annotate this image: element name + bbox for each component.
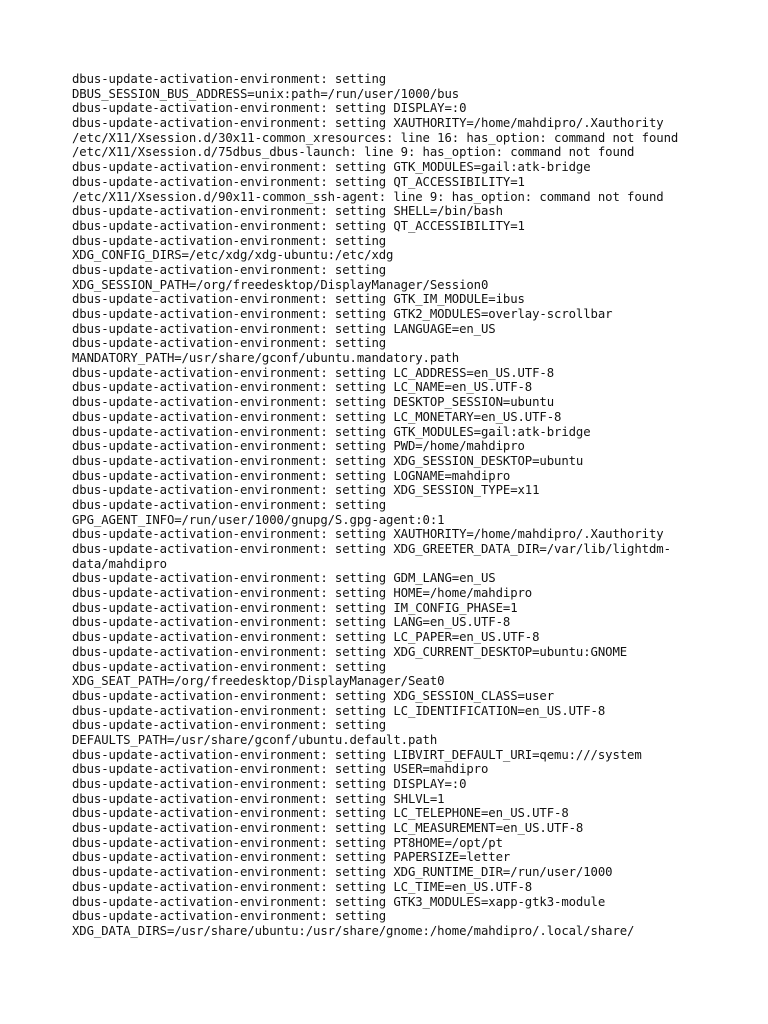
log-line: dbus-update-activation-environment: setting LANG=en_US.UTF-8 (72, 615, 511, 630)
log-line: dbus-update-activation-environment: setting (72, 909, 387, 924)
log-line: dbus-update-activation-environment: setting XDG_GREETER_DATA_DIR=/var/lib/lightdm- (72, 542, 671, 556)
log-line: dbus-update-activation-environment: setting QT_ACCESSIBILITY=1 (72, 174, 525, 189)
log-line: GPG_AGENT_INFO=/run/user/1000/gnupg/S.gpg-agent:0:1 (72, 512, 445, 527)
log-line: dbus-update-activation-environment: setting LC_MEASUREMENT=en_US.UTF-8 (72, 821, 584, 836)
log-line: dbus-update-activation-environment: setting LC_NAME=en_US.UTF-8 (72, 380, 533, 395)
log-line: dbus-update-activation-environment: setting LC_IDENTIFICATION=en_US.UTF-8 (72, 703, 606, 718)
log-line: dbus-update-activation-environment: setting GDM_LANG=en_US (72, 571, 496, 586)
log-line: /etc/X11/Xsession.d/90x11-common_ssh-agent: line 9: has_option: command not found (72, 189, 664, 204)
log-line: /etc/X11/Xsession.d/75dbus_dbus-launch: line 9: has_option: command not found (72, 145, 635, 160)
log-line: dbus-update-activation-environment: setting HOME=/home/mahdipro (72, 586, 533, 601)
log-line: dbus-update-activation-environment: setting LC_MONETARY=en_US.UTF-8 (72, 409, 562, 424)
log-line: dbus-update-activation-environment: setting LC_ADDRESS=en_US.UTF-8 (72, 365, 555, 380)
log-line: DEFAULTS_PATH=/usr/share/gconf/ubuntu.default.path (72, 732, 438, 747)
log-line: dbus-update-activation-environment: setting (72, 72, 387, 86)
log-line: dbus-update-activation-environment: setting LC_TIME=en_US.UTF-8 (72, 879, 533, 894)
log-line: dbus-update-activation-environment: setting DISPLAY=:0 (72, 101, 467, 116)
log-line: dbus-update-activation-environment: setting USER=mahdipro (72, 762, 489, 777)
log-line: dbus-update-activation-environment: setting DISPLAY=:0 (72, 777, 467, 791)
log-line: dbus-update-activation-environment: setting GTK_IM_MODULE=ibus (72, 292, 525, 307)
log-line: dbus-update-activation-environment: setting PT8HOME=/opt/pt (72, 835, 503, 850)
log-line: dbus-update-activation-environment: setting LOGNAME=mahdipro (72, 468, 511, 483)
log-line: dbus-update-activation-environment: setting PAPERSIZE=letter (72, 850, 511, 865)
log-line: dbus-update-activation-environment: setting (72, 497, 387, 512)
log-line: dbus-update-activation-environment: setting XAUTHORITY=/home/mahdipro/.Xauthority (72, 116, 664, 131)
log-line: dbus-update-activation-environment: setting LANGUAGE=en_US (72, 321, 496, 336)
log-line: XDG_SEAT_PATH=/org/freedesktop/DisplayManager/Seat0 (72, 674, 445, 689)
log-line: XDG_CONFIG_DIRS=/etc/xdg/xdg-ubuntu:/etc/xdg (72, 248, 394, 263)
log-line: dbus-update-activation-environment: setting (72, 262, 387, 277)
log-line: dbus-update-activation-environment: setting GTK_MODULES=gail:atk-bridge (72, 160, 591, 175)
log-line: dbus-update-activation-environment: setting (72, 659, 387, 674)
log-line: dbus-update-activation-environment: setting (72, 336, 387, 351)
log-line: dbus-update-activation-environment: setting GTK2_MODULES=overlay-scrollbar (72, 307, 613, 321)
log-line: dbus-update-activation-environment: setting XDG_SESSION_TYPE=x11 (72, 483, 540, 498)
log-line: dbus-update-activation-environment: setting XAUTHORITY=/home/mahdipro/.Xauthority (72, 527, 664, 542)
log-text-block (72, 72, 702, 939)
log-line: dbus-update-activation-environment: setting XDG_CURRENT_DESKTOP=ubuntu:GNOME (72, 644, 628, 659)
log-line: /etc/X11/Xsession.d/30x11-common_xresources: line 16: has_option: command not found (72, 130, 679, 145)
log-line: dbus-update-activation-environment: setting (72, 233, 387, 248)
log-line: DBUS_SESSION_BUS_ADDRESS=unix:path=/run/user/1000/bus (72, 86, 460, 101)
log-line: XDG_SESSION_PATH=/org/freedesktop/DisplayManager/Session0 (72, 277, 489, 292)
log-line: dbus-update-activation-environment: setting LIBVIRT_DEFAULT_URI=qemu:///system (72, 747, 642, 762)
log-line: dbus-update-activation-environment: setting GTK_MODULES=gail:atk-bridge (72, 424, 591, 439)
log-line: dbus-update-activation-environment: setting LC_TELEPHONE=en_US.UTF-8 (72, 806, 569, 821)
log-line: dbus-update-activation-environment: setting XDG_RUNTIME_DIR=/run/user/1000 (72, 865, 613, 880)
log-line: dbus-update-activation-environment: setting XDG_SESSION_CLASS=user (72, 688, 555, 703)
log-line: dbus-update-activation-environment: setting GTK3_MODULES=xapp-gtk3-module (72, 894, 606, 909)
log-line: dbus-update-activation-environment: setting QT_ACCESSIBILITY=1 (72, 218, 525, 233)
log-line: dbus-update-activation-environment: setting PWD=/home/mahdipro (72, 439, 525, 454)
log-line: dbus-update-activation-environment: setting IM_CONFIG_PHASE=1 (72, 600, 518, 615)
log-line: dbus-update-activation-environment: setting (72, 718, 387, 733)
log-line: dbus-update-activation-environment: setting LC_PAPER=en_US.UTF-8 (72, 630, 540, 645)
log-line: dbus-update-activation-environment: setting DESKTOP_SESSION=ubuntu (72, 395, 555, 410)
log-line: MANDATORY_PATH=/usr/share/gconf/ubuntu.mandatory.path (72, 351, 460, 366)
log-line: data/mahdipro (72, 556, 167, 571)
log-line: dbus-update-activation-environment: setting SHLVL=1 (72, 791, 445, 806)
log-line: XDG_DATA_DIRS=/usr/share/ubuntu:/usr/share/gnome:/home/mahdipro/.local/share/ (72, 923, 635, 938)
log-line: dbus-update-activation-environment: setting XDG_SESSION_DESKTOP=ubuntu (72, 453, 584, 468)
log-line: dbus-update-activation-environment: setting SHELL=/bin/bash (72, 204, 503, 219)
